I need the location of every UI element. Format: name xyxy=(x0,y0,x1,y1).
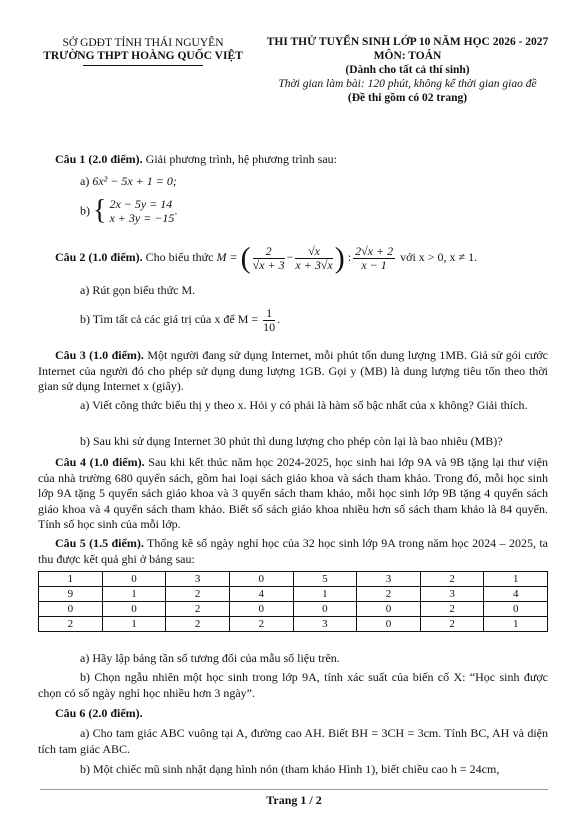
table-cell: 3 xyxy=(293,617,357,632)
table-cell: 0 xyxy=(102,572,166,587)
q2-minus: − xyxy=(286,250,294,264)
absence-data-table xyxy=(38,571,548,632)
q2-b-text: b) Tìm tất cả các giá trị của x để M = xyxy=(80,312,259,326)
table-cell: 4 xyxy=(484,587,548,602)
table-cell: 2 xyxy=(357,587,421,602)
page-footer: Trang 1 / 2 xyxy=(266,793,322,807)
exam-title: THI THỬ TUYỂN SINH LỚP 10 NĂM HỌC 2026 - 2027 xyxy=(266,36,549,48)
question-3 xyxy=(38,348,548,395)
q2-part-a: a) Rút gọn biểu thức M. xyxy=(80,283,196,297)
table-row xyxy=(39,602,548,617)
table-cell: 2 xyxy=(166,617,230,632)
q1-b-eq1: 2x − 5y = 14 xyxy=(109,197,173,211)
q3-text: Một người đang sử dụng Internet, mỗi phút tốn dung lượng 1MB. Giả sử gói cước Internet của người đó cho phép sử dụng dung lượng 1GB. Gọi y (MB) là dung lượng tiêu tốn theo thời gian sử dụng Internet x (giây). xyxy=(38,348,549,393)
table-cell: 2 xyxy=(39,617,103,632)
table-cell: 1 xyxy=(484,617,548,632)
q4-title: Câu 4 (1.0 điểm). xyxy=(55,455,145,469)
table-cell: 3 xyxy=(420,587,484,602)
q5-title: Câu 5 (1.5 điểm). xyxy=(55,536,144,550)
question-5 xyxy=(38,536,548,567)
table-row xyxy=(39,617,548,632)
q1-b-eq2: x + 3y = −15 xyxy=(109,211,175,225)
table-cell: 1 xyxy=(102,617,166,632)
table-cell: 9 xyxy=(39,587,103,602)
q1-system xyxy=(109,197,174,225)
question-1 xyxy=(55,152,565,168)
q2-title: Câu 2 (1.0 điểm). xyxy=(55,250,143,264)
q2-m-eq: M = xyxy=(216,250,238,264)
time-limit: Thời gian làm bài: 120 phút, không kể thời gian giao đề xyxy=(278,78,537,90)
q6-part-a: a) Cho tam giác ABC vuông tại A, đường cao AH. Biết BH = 3CH = 3cm. Tính BC, AH và diện tích tam giác ABC. xyxy=(38,726,548,756)
table-cell: 0 xyxy=(357,617,421,632)
q6-title: Câu 6 (2.0 điểm). xyxy=(55,706,143,720)
header-left xyxy=(28,37,258,66)
q3-part-a: a) Viết công thức biểu thị y theo x. Hỏi y có phải là hàm số bậc nhất của x không? Giải thích. xyxy=(80,398,528,412)
header-right xyxy=(250,35,565,105)
q2-colon: : xyxy=(347,250,352,264)
q2-frac3: $\frac{2√x + 2}{x - 1}$ xyxy=(355,243,394,272)
table-cell: 0 xyxy=(357,602,421,617)
q2-condition: với x > 0, x ≠ 1. xyxy=(400,250,478,264)
q5-part-a: a) Hãy lập bảng tần số tương đối của mẫu số liệu trên. xyxy=(80,651,340,665)
table-cell: 2 xyxy=(229,617,293,632)
subject: MÔN: TOÁN xyxy=(373,50,442,62)
table-cell: 0 xyxy=(293,602,357,617)
table-cell: 1 xyxy=(293,587,357,602)
header-underline xyxy=(83,65,203,66)
q5-part-b: b) Chọn ngẫu nhiên một học sinh trong lớp 9A, tính xác suất của biến cố X: “Học sinh được chọn có số ngày nghỉ học nhiều hơn 3 ngày”. xyxy=(38,670,548,700)
left-paren-icon: ( xyxy=(240,241,251,275)
q1-part-b xyxy=(80,195,177,227)
table-cell: 2 xyxy=(420,617,484,632)
table-cell: 2 xyxy=(166,602,230,617)
table-cell: 3 xyxy=(357,572,421,587)
q1-part-a xyxy=(80,174,177,189)
q2-frac2: $\frac{√x}{x + 3√x}$ xyxy=(295,243,333,272)
q1-b-end: . xyxy=(174,203,178,218)
table-row xyxy=(39,587,548,602)
q4-text: Sau khi kết thúc năm học 2024-2025, học sinh hai lớp 9A và 9B tặng lại thư viện của nhà trường 680 quyển sách, gồm hai loại sách giáo khoa và sách tham khảo. Trong đó, mỗi học sinh lớp 9A tặng 5 quyển sách giáo khoa và 3 quyển sách tham khảo, mỗi học sinh lớp 9B tặng 4 quyển sách giáo khoa và 4 quyển sách tham khảo. Biết số sách giáo khoa nhiều hơn số sách tham khảo là 84 quyển. Tính số học sinh của mỗi lớp. xyxy=(38,455,549,531)
page-count-note: (Đề thi gồm có 02 trang) xyxy=(347,92,468,104)
q6-part-b: b) Một chiếc mũ sinh nhật dạng hình nón (tham khảo Hình 1), biết chiều cao h = 24cm, xyxy=(80,762,500,776)
table-cell: 3 xyxy=(166,572,230,587)
table-cell: 1 xyxy=(102,587,166,602)
q1-title: Câu 1 (2.0 điểm). xyxy=(55,152,143,166)
table-cell: 0 xyxy=(102,602,166,617)
q2-frac1: $\frac{2}{√x + 3}$ xyxy=(252,243,285,272)
table-cell: 1 xyxy=(39,572,103,587)
school-name: TRƯỜNG THPT HOÀNG QUỐC VIỆT xyxy=(43,50,243,62)
footer-divider xyxy=(40,789,548,790)
right-paren-icon: ) xyxy=(334,241,345,275)
table-cell: 0 xyxy=(484,602,548,617)
department-name: SỞ GDĐT TỈNH THÁI NGUYÊN xyxy=(62,37,224,49)
q2-text: Cho biểu thức xyxy=(145,250,214,264)
table-cell: 0 xyxy=(229,572,293,587)
table-cell: 4 xyxy=(229,587,293,602)
table-cell: 2 xyxy=(166,587,230,602)
q1-a-equation: 6x² − 5x + 1 = 0; xyxy=(92,174,177,188)
q1-b-label: b) xyxy=(80,203,90,218)
q2-part-b xyxy=(80,304,280,334)
q2-b-frac: $\frac{1}{10}$ xyxy=(263,305,276,334)
table-cell: 2 xyxy=(420,572,484,587)
table-cell: 2 xyxy=(420,602,484,617)
q5-text: Thống kê số ngày nghỉ học của 32 học sinh lớp 9A trong năm học 2024 – 2025, ta thu được kết quả ghi ở bảng sau: xyxy=(38,536,548,566)
q3-part-b: b) Sau khi sử dụng Internet 30 phút thì dung lượng cho phép còn lại là bao nhiêu (MB)? xyxy=(80,434,503,448)
audience: (Dành cho tất cả thí sinh) xyxy=(345,64,470,76)
q1-text: Giải phương trình, hệ phương trình sau: xyxy=(145,152,338,166)
table-cell: 0 xyxy=(229,602,293,617)
table-cell: 5 xyxy=(293,572,357,587)
table-cell: 1 xyxy=(484,572,548,587)
question-4 xyxy=(38,455,548,533)
question-2 xyxy=(55,240,565,274)
q2-b-end: . xyxy=(277,312,281,326)
q1-a-label: a) xyxy=(80,174,90,188)
q3-title: Câu 3 (1.0 điểm). xyxy=(55,348,144,362)
table-cell: 0 xyxy=(39,602,103,617)
table-row xyxy=(39,572,548,587)
question-6 xyxy=(55,706,565,722)
system-brace-icon: { xyxy=(93,195,107,226)
